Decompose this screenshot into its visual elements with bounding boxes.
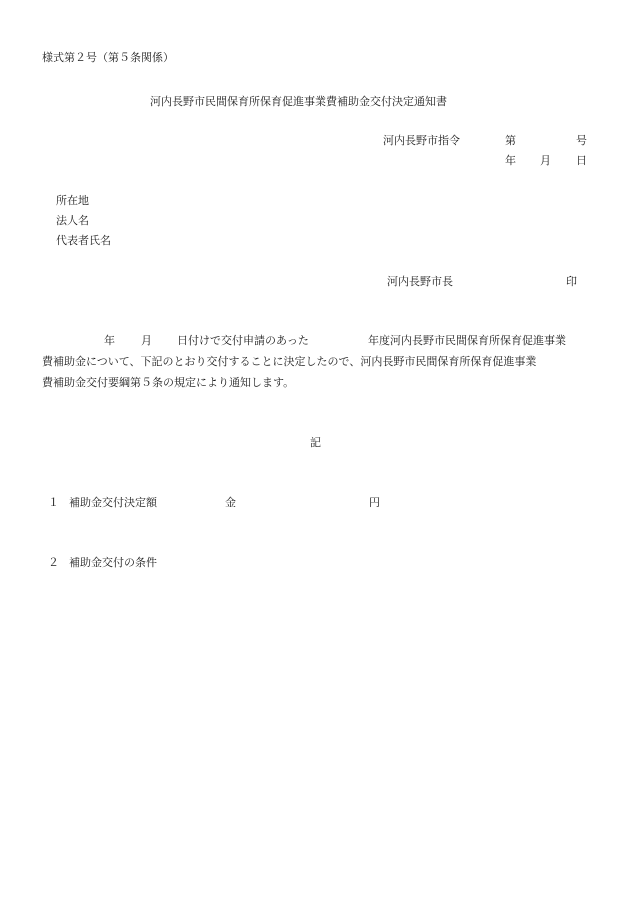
addressee-corp-label: 法人名 bbox=[56, 214, 89, 227]
addressee-location-label: 所在地 bbox=[56, 194, 89, 207]
item-2-label: 補助金交付の条件 bbox=[69, 556, 157, 569]
ref-dai: 第 bbox=[505, 134, 516, 147]
document-title: 河内長野市民間保育所保育促進事業費補助金交付決定通知書 bbox=[150, 95, 447, 108]
item-1-kin: 金 bbox=[225, 496, 236, 509]
issuer-office: 河内長野市指令 bbox=[383, 134, 460, 147]
ref-go: 号 bbox=[576, 134, 587, 147]
seal-mark: 印 bbox=[566, 275, 577, 288]
body-fiscal-year-text: 年度河内長野市民間保育所保育促進事業 bbox=[368, 334, 566, 347]
date-day: 日 bbox=[576, 154, 587, 167]
addressee-rep-label: 代表者氏名 bbox=[56, 234, 111, 247]
item-2-number: ２ bbox=[48, 556, 59, 569]
item-1-label: 補助金交付決定額 bbox=[69, 496, 157, 509]
ki-heading: 記 bbox=[310, 436, 321, 449]
body-line-3: 費補助金交付要綱第５条の規定により通知します。 bbox=[42, 376, 295, 389]
date-year: 年 bbox=[505, 154, 516, 167]
body-line-2: 費補助金について、下記のとおり交付することに決定したので、河内長野市民間保育所保育促進事業 bbox=[42, 355, 537, 368]
form-number: 様式第２号（第５条関係） bbox=[42, 51, 174, 64]
body-applied-text: 日付けで交付申請のあった bbox=[177, 334, 309, 347]
date-month: 月 bbox=[540, 154, 551, 167]
mayor-name: 河内長野市長 bbox=[387, 275, 453, 288]
item-1-number: １ bbox=[48, 496, 59, 509]
body-year: 年 bbox=[104, 334, 115, 347]
item-1-yen: 円 bbox=[369, 496, 380, 509]
body-month: 月 bbox=[141, 334, 152, 347]
